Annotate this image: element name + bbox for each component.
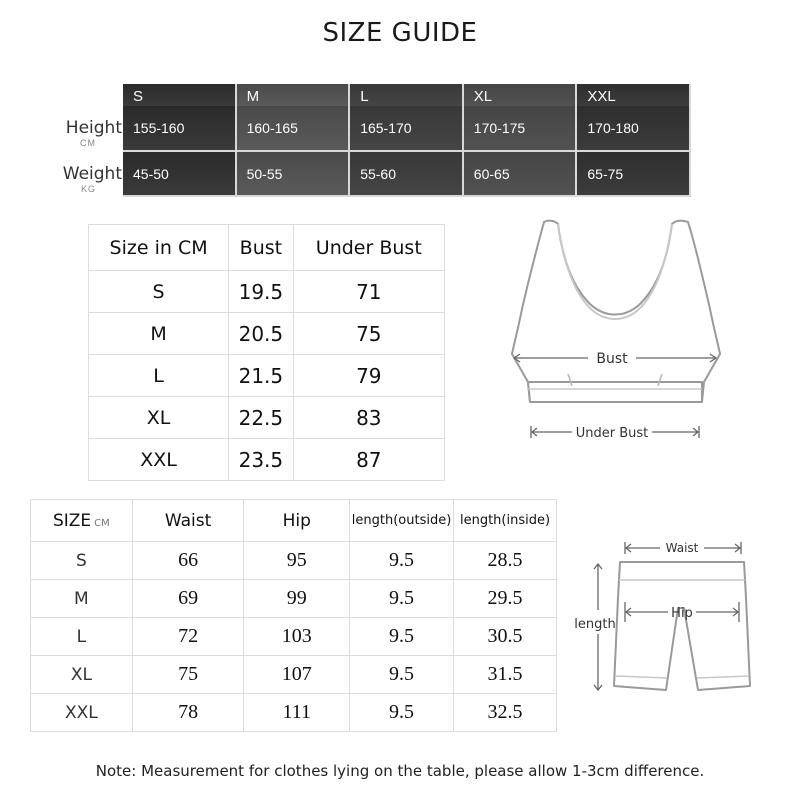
size-header-text: SIZE	[52, 510, 92, 531]
height-value: 170-180	[577, 106, 691, 152]
weight-value: 65-75	[577, 152, 691, 197]
height-label: Height	[65, 118, 122, 138]
bra-size-table	[88, 224, 445, 481]
length-inside-cell: 30.5	[454, 618, 557, 656]
size-cell: S	[89, 271, 229, 313]
size-header: M	[237, 84, 351, 106]
weight-value: 60-65	[464, 152, 578, 197]
size-header: XL	[464, 84, 578, 106]
under-bust-cell: 87	[293, 439, 444, 481]
length-label: length	[574, 617, 616, 632]
size-cell: XXL	[89, 439, 229, 481]
column-header: length(outside)	[350, 500, 454, 542]
column-header: length(inside)	[454, 500, 557, 542]
size-cell: L	[31, 618, 133, 656]
size-cell: XL	[89, 397, 229, 439]
height-label-group	[42, 118, 122, 148]
hip-cell: 103	[244, 618, 350, 656]
table-row	[89, 271, 445, 313]
hip-cell: 107	[244, 656, 350, 694]
hip-cell: 99	[244, 580, 350, 618]
under-bust-cell: 71	[293, 271, 444, 313]
under-bust-cell: 75	[293, 313, 444, 355]
weight-label: Weight	[62, 164, 122, 184]
page-title: SIZE GUIDE	[322, 18, 478, 48]
shorts-diagram	[568, 536, 758, 702]
size-header-unit: CM	[94, 517, 110, 529]
waist-cell: 66	[132, 542, 244, 580]
bust-cell: 21.5	[229, 355, 293, 397]
under-bust-label: Under Bust	[575, 426, 649, 441]
table-row	[31, 580, 557, 618]
waist-cell: 75	[132, 656, 244, 694]
table-row	[31, 542, 557, 580]
weight-label-group	[42, 164, 122, 194]
hip-cell: 95	[244, 542, 350, 580]
length-outside-cell: 9.5	[350, 618, 454, 656]
column-header: Bust	[229, 225, 293, 271]
bust-cell: 23.5	[229, 439, 293, 481]
size-header: L	[350, 84, 464, 106]
length-inside-cell: 32.5	[454, 694, 557, 732]
column-header: Hip	[244, 500, 350, 542]
shorts-outline	[614, 562, 750, 690]
table-header-row	[31, 500, 557, 542]
size-cell: XL	[31, 656, 133, 694]
bust-cell: 20.5	[229, 313, 293, 355]
under-bust-cell: 83	[293, 397, 444, 439]
height-unit: CM	[80, 138, 96, 148]
table-row	[89, 397, 445, 439]
size-header: XXL	[577, 84, 691, 106]
length-outside-cell: 9.5	[350, 694, 454, 732]
waist-label: Waist	[665, 541, 699, 555]
waist-cell: 72	[132, 618, 244, 656]
weight-unit: KG	[80, 184, 96, 194]
table-row	[31, 618, 557, 656]
height-value: 165-170	[350, 106, 464, 152]
table-row	[89, 313, 445, 355]
waist-cell: 69	[132, 580, 244, 618]
hip-label: Hip	[671, 606, 693, 621]
sports-bra-diagram	[500, 214, 730, 444]
shorts-size-table	[30, 499, 557, 732]
height-value: 155-160	[123, 106, 237, 152]
waist-cell: 78	[132, 694, 244, 732]
bra-outline	[512, 221, 720, 402]
bust-label: Bust	[596, 351, 628, 367]
length-inside-cell: 28.5	[454, 542, 557, 580]
bust-cell: 22.5	[229, 397, 293, 439]
length-outside-cell: 9.5	[350, 580, 454, 618]
size-header: S	[123, 84, 237, 106]
table-row	[89, 355, 445, 397]
measurement-note: Note: Measurement for clothes lying on the table, please allow 1-3cm difference.	[95, 762, 705, 780]
table-header-row	[89, 225, 445, 271]
length-outside-cell: 9.5	[350, 542, 454, 580]
weight-value: 55-60	[350, 152, 464, 197]
table-row	[31, 694, 557, 732]
size-cell: S	[31, 542, 133, 580]
weight-value: 50-55	[237, 152, 351, 197]
bust-cell: 19.5	[229, 271, 293, 313]
hip-cell: 111	[244, 694, 350, 732]
size-cell: M	[89, 313, 229, 355]
column-header: Waist	[132, 500, 244, 542]
table-row	[89, 439, 445, 481]
under-bust-cell: 79	[293, 355, 444, 397]
height-value: 170-175	[464, 106, 578, 152]
length-inside-cell: 29.5	[454, 580, 557, 618]
length-outside-cell: 9.5	[350, 656, 454, 694]
length-inside-cell: 31.5	[454, 656, 557, 694]
table-row	[31, 656, 557, 694]
size-cell: XXL	[31, 694, 133, 732]
weight-value: 45-50	[123, 152, 237, 197]
column-header-size	[31, 500, 133, 542]
column-header: Size in CM	[89, 225, 229, 271]
size-cell: L	[89, 355, 229, 397]
column-header: Under Bust	[293, 225, 444, 271]
size-cell: M	[31, 580, 133, 618]
bra-band	[528, 382, 702, 402]
height-value: 160-165	[237, 106, 351, 152]
height-weight-chart	[123, 84, 691, 197]
